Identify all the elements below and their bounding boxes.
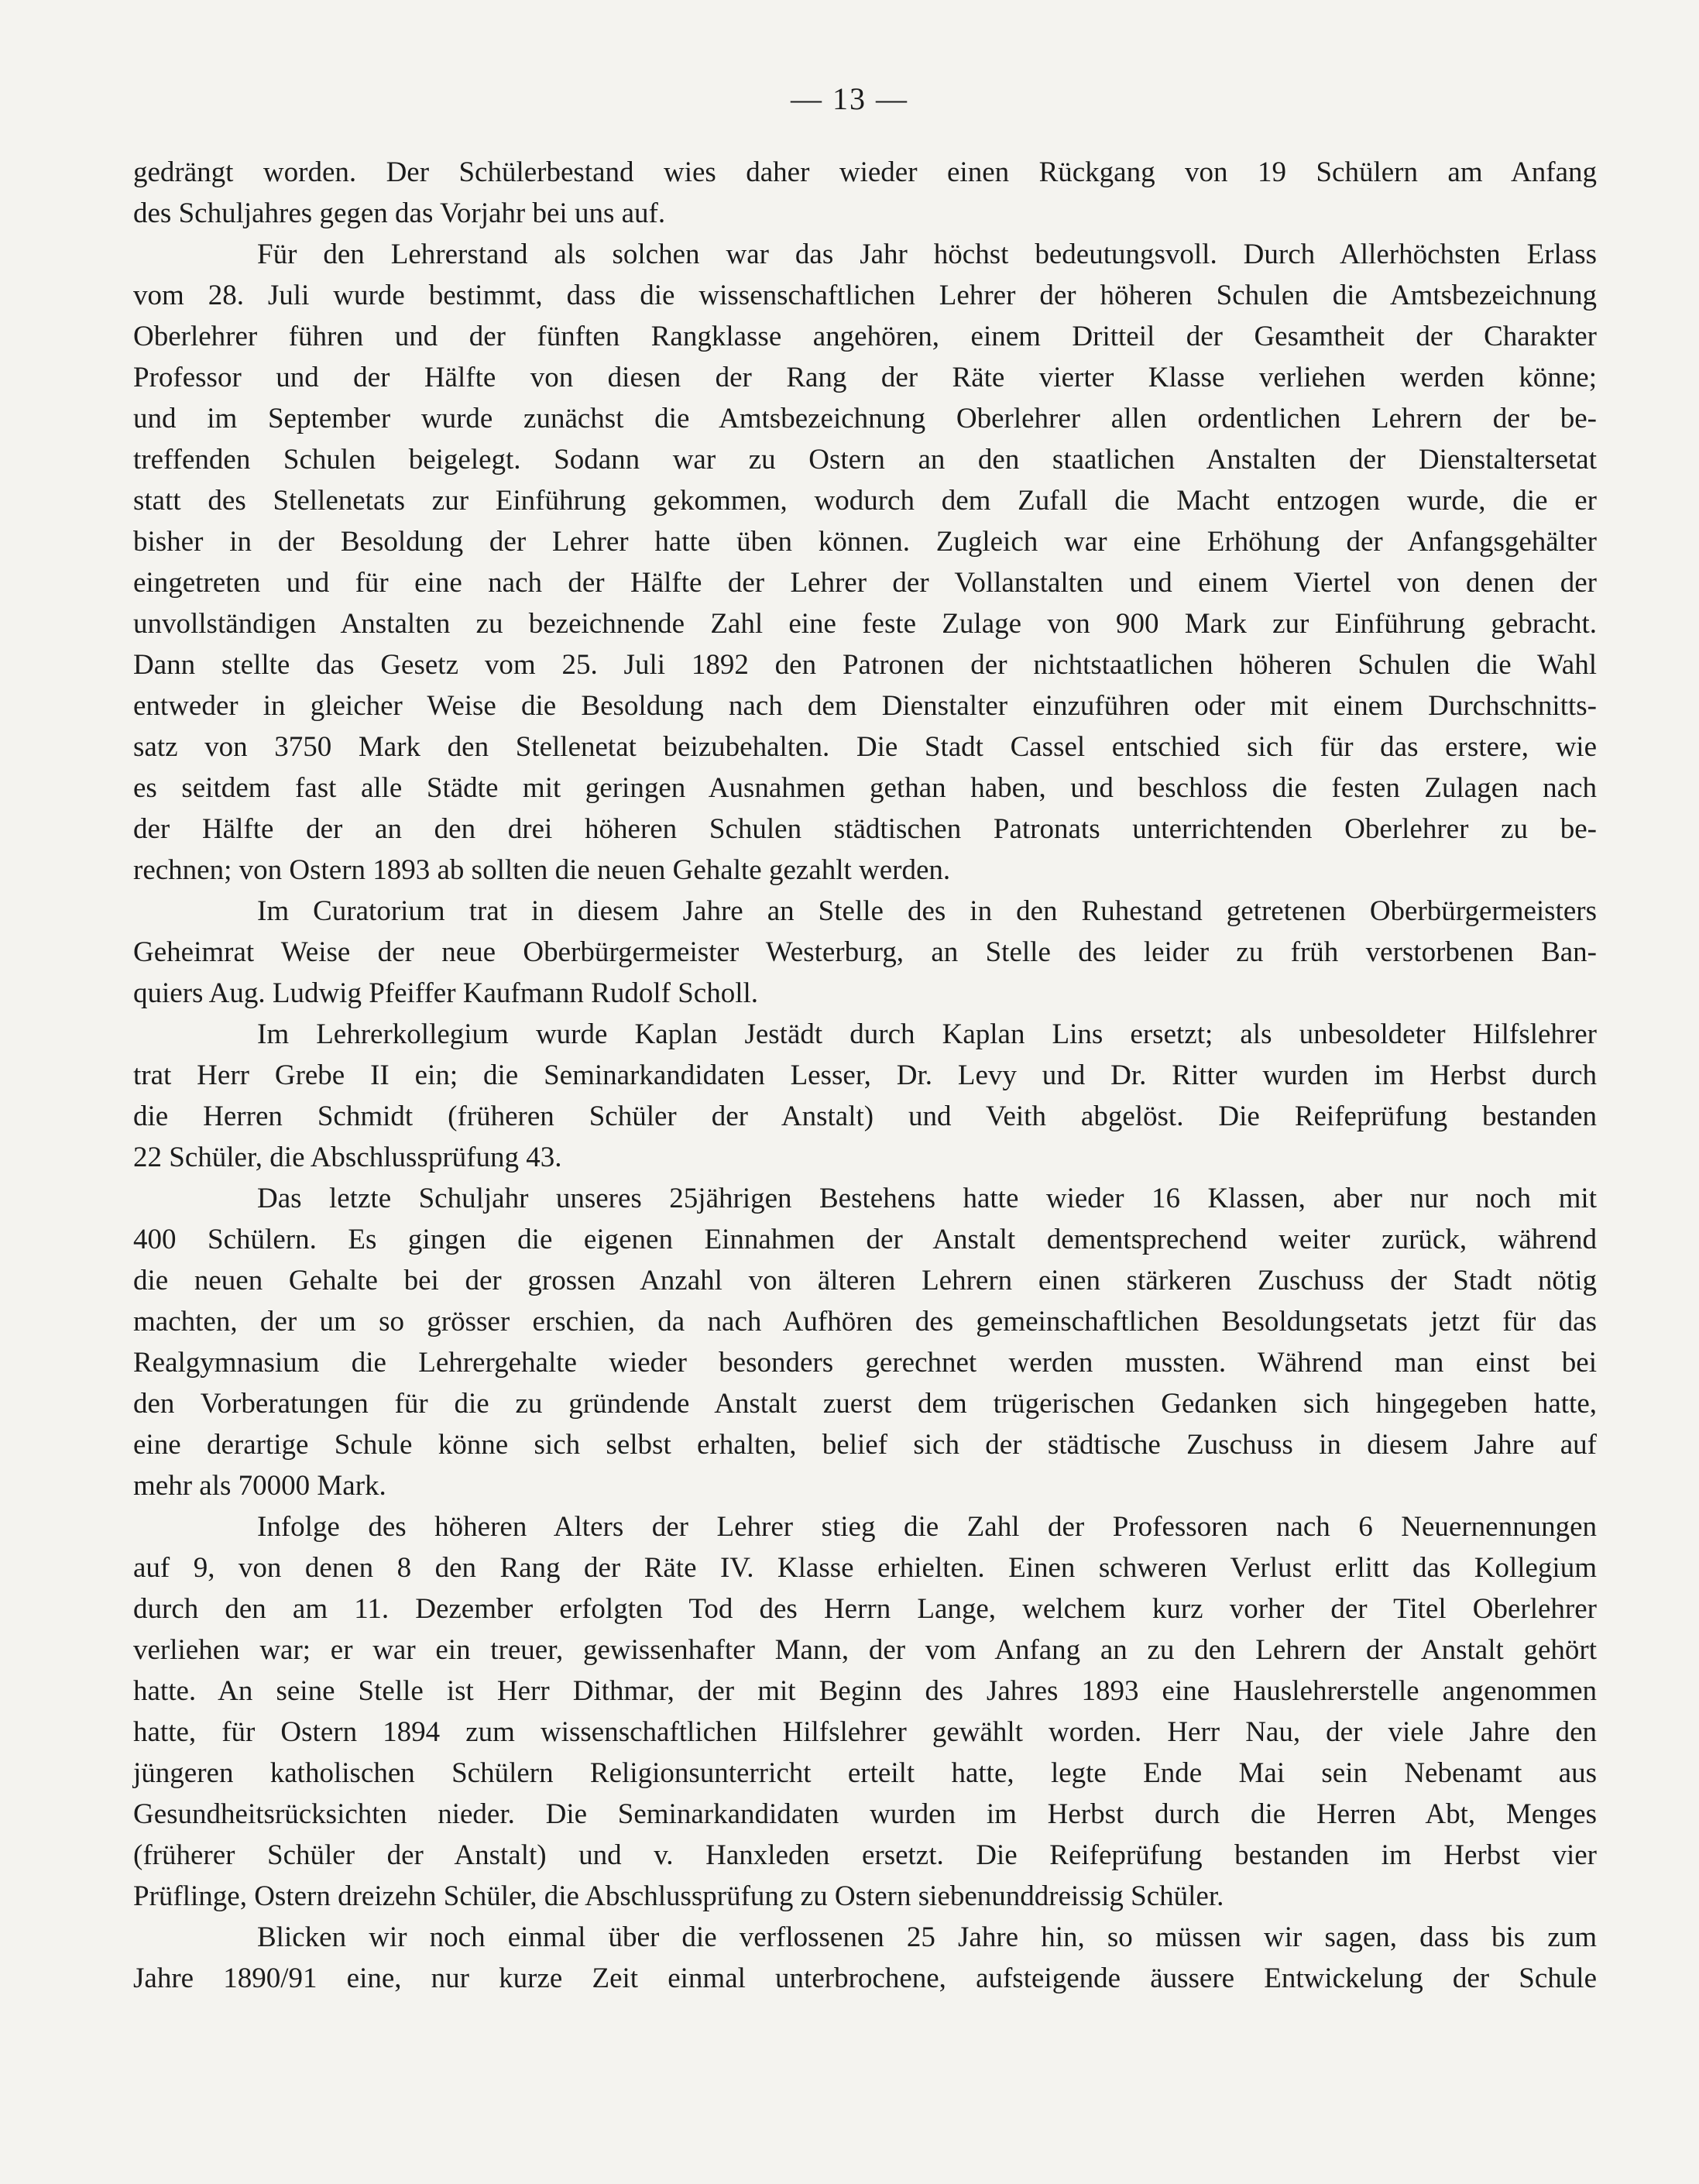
text-line: machten, der um so grösser erschien, da nach Aufhören des gemeinschaftlichen Besoldungsetats jetzt für das xyxy=(133,1306,1597,1338)
text-line: Das letzte Schuljahr unseres 25jährigen Bestehens hatte wieder 16 Klassen, aber nur noch mit xyxy=(257,1183,1597,1214)
text-line: eingetreten und für eine nach der Hälfte der Lehrer der Vollanstalten und einem Viertel von denen der xyxy=(133,567,1597,599)
text-line: die neuen Gehalte bei der grossen Anzahl von älteren Lehrern einen stärkeren Zuschuss der Stadt nötig xyxy=(133,1265,1597,1296)
text-line: verliehen war; er war ein treuer, gewissenhafter Mann, der vom Anfang an zu den Lehrern der Anstalt gehört xyxy=(133,1634,1597,1666)
text-line: auf 9, von denen 8 den Rang der Räte IV. Klasse erhielten. Einen schweren Verlust erlitt das Kollegium xyxy=(133,1552,1597,1584)
page-number: — 13 — xyxy=(791,81,908,116)
text-line: Im Lehrerkollegium wurde Kaplan Jestädt durch Kaplan Lins ersetzt; als unbesoldeter Hilfslehrer xyxy=(257,1018,1597,1050)
text-line: Infolge des höheren Alters der Lehrer stieg die Zahl der Professoren nach 6 Neuernennungen xyxy=(257,1511,1597,1543)
text-line: eine derartige Schule könne sich selbst erhalten, belief sich der städtische Zuschuss in diesem Jahre auf xyxy=(133,1429,1597,1461)
text-line: Realgymnasium die Lehrergehalte wieder besonders gerechnet werden mussten. Während man einst bei xyxy=(133,1347,1597,1379)
text-line: gedrängt worden. Der Schülerbestand wies daher wieder einen Rückgang von 19 Schülern am Anfang xyxy=(133,156,1597,188)
text-line: Im Curatorium trat in diesem Jahre an Stelle des in den Ruhestand getretenen Oberbürgermeisters xyxy=(257,895,1597,927)
text-line: Oberlehrer führen und der fünften Rangklasse angehören, einem Dritteil der Gesamtheit der Charakter xyxy=(133,321,1597,352)
text-line: es seitdem fast alle Städte mit geringen Ausnahmen gethan haben, und beschloss die festen Zulagen nach xyxy=(133,772,1597,804)
text-line: Prüflinge, Ostern dreizehn Schüler, die Abschlussprüfung zu Ostern siebenunddreissig Schüler. xyxy=(133,1880,1224,1912)
text-line: Geheimrat Weise der neue Oberbürgermeister Westerburg, an Stelle des leider zu früh verstorbenen Ban- xyxy=(133,936,1597,968)
text-line: hatte, für Ostern 1894 zum wissenschaftlichen Hilfslehrer gewählt worden. Herr Nau, der viele Jahre den xyxy=(133,1716,1597,1748)
text-line: des Schuljahres gegen das Vorjahr bei uns auf. xyxy=(133,197,666,229)
text-line: jüngeren katholischen Schülern Religionsunterricht erteilt hatte, legte Ende Mai sein Nebenamt aus xyxy=(133,1757,1597,1789)
text-line: statt des Stellenetats zur Einführung gekommen, wodurch dem Zufall die Macht entzogen wurde, die er xyxy=(133,485,1597,517)
text-line: Jahre 1890/91 eine, nur kurze Zeit einmal unterbrochene, aufsteigende äussere Entwickelung der Schule xyxy=(133,1963,1597,1994)
text-line: unvollständigen Anstalten zu bezeichnende Zahl eine feste Zulage von 900 Mark zur Einführung gebracht. xyxy=(133,608,1597,640)
text-line: bisher in der Besoldung der Lehrer hatte üben können. Zugleich war eine Erhöhung der Anfangsgehälter xyxy=(133,526,1597,558)
text-line: Blicken wir noch einmal über die verflossenen 25 Jahre hin, so müssen wir sagen, dass bis zum xyxy=(257,1921,1597,1953)
text-line: entweder in gleicher Weise die Besoldung nach dem Dienstalter einzuführen oder mit einem Durchschnitts- xyxy=(133,690,1597,722)
text-line: 400 Schülern. Es gingen die eigenen Einnahmen der Anstalt dementsprechend weiter zurück, während xyxy=(133,1224,1597,1255)
text-line: Dann stellte das Gesetz vom 25. Juli 1892 den Patronen der nichtstaatlichen höheren Schulen die Wahl xyxy=(133,649,1597,681)
text-line: (früherer Schüler der Anstalt) und v. Hanxleden ersetzt. Die Reifeprüfung bestanden im Herbst vier xyxy=(133,1839,1597,1871)
text-line: hatte. An seine Stelle ist Herr Dithmar, der mit Beginn des Jahres 1893 eine Hauslehrerstelle angenommen xyxy=(133,1675,1597,1707)
text-line: satz von 3750 Mark den Stellenetat beizubehalten. Die Stadt Cassel entschied sich für das erstere, wie xyxy=(133,731,1597,763)
text-line: und im September wurde zunächst die Amtsbezeichnung Oberlehrer allen ordentlichen Lehrern der be- xyxy=(133,403,1597,434)
text-line: Professor und der Hälfte von diesen der Rang der Räte vierter Klasse verliehen werden könne; xyxy=(133,362,1597,393)
text-line: 22 Schüler, die Abschlussprüfung 43. xyxy=(133,1142,562,1173)
text-line: mehr als 70000 Mark. xyxy=(133,1470,386,1502)
text-line: Gesundheitsrücksichten nieder. Die Seminarkandidaten wurden im Herbst durch die Herren Abt, Menges xyxy=(133,1798,1597,1830)
text-line: der Hälfte der an den drei höheren Schulen städtischen Patronats unterrichtenden Oberlehrer zu be- xyxy=(133,813,1597,845)
text-line: quiers Aug. Ludwig Pfeiffer Kaufmann Rudolf Scholl. xyxy=(133,977,759,1009)
text-line: Für den Lehrerstand als solchen war das Jahr höchst bedeutungsvoll. Durch Allerhöchsten Erlass xyxy=(257,239,1597,270)
body-text xyxy=(133,152,1597,1999)
text-line: durch den am 11. Dezember erfolgten Tod des Herrn Lange, welchem kurz vorher der Titel Oberlehrer xyxy=(133,1593,1597,1625)
text-line: den Vorberatungen für die zu gründende Anstalt zuerst dem trügerischen Gedanken sich hingegeben hatte, xyxy=(133,1388,1597,1420)
text-line: die Herren Schmidt (früheren Schüler der Anstalt) und Veith abgelöst. Die Reifeprüfung bestanden xyxy=(133,1101,1597,1132)
text-line: vom 28. Juli wurde bestimmt, dass die wissenschaftlichen Lehrer der höheren Schulen die Amtsbezeichnung xyxy=(133,280,1597,311)
text-line: treffenden Schulen beigelegt. Sodann war zu Ostern an den staatlichen Anstalten der Dienstaltersetat xyxy=(133,444,1597,476)
text-line: trat Herr Grebe II ein; die Seminarkandidaten Lesser, Dr. Levy und Dr. Ritter wurden im Herbst durch xyxy=(133,1059,1597,1091)
text-line: rechnen; von Ostern 1893 ab sollten die neuen Gehalte gezahlt werden. xyxy=(133,854,951,886)
